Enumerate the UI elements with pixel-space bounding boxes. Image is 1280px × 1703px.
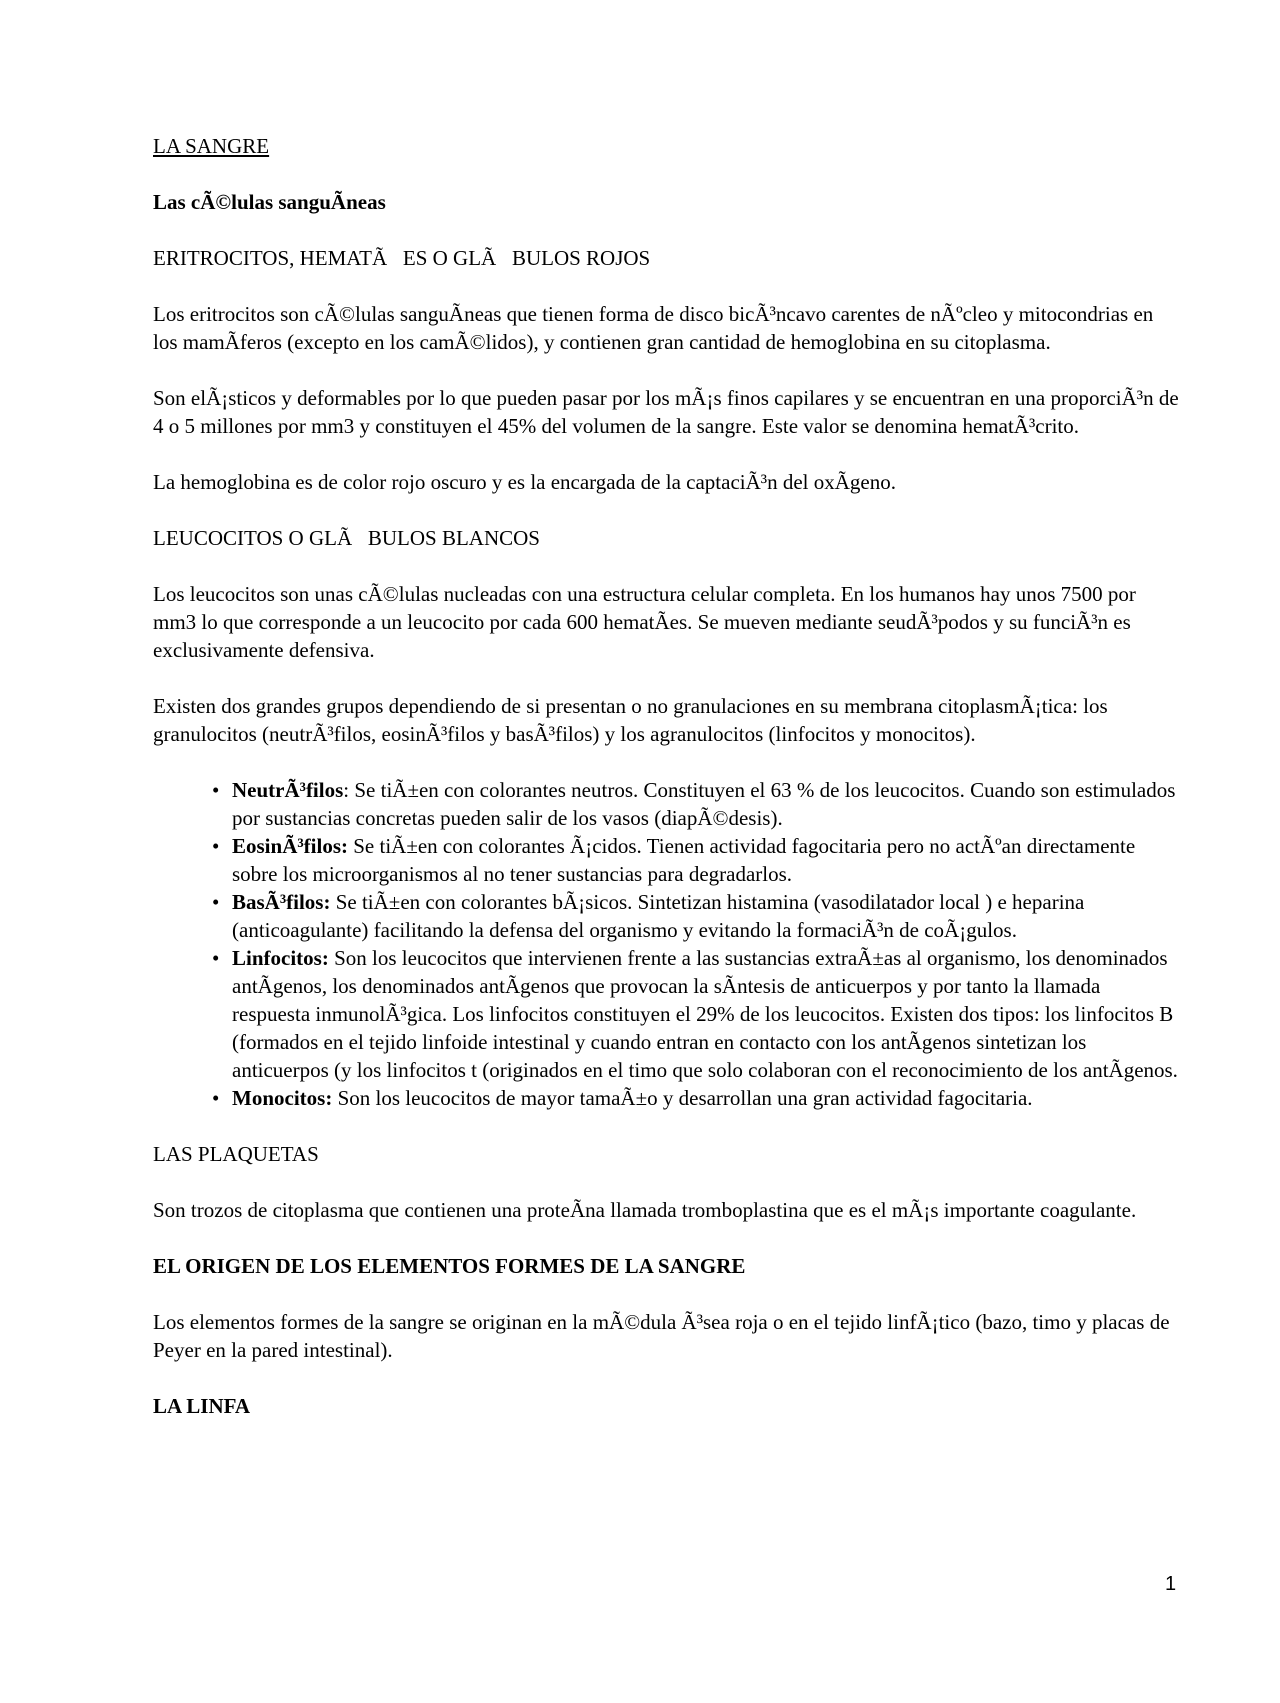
- list-item: [212, 832, 1183, 888]
- section-heading-leucocitos: LEUCOCITOS O GLÃ BULOS BLANCOS: [153, 526, 540, 550]
- paragraph-eritrocitos-3: La hemoglobina es de color rojo oscuro y es la encargada de la captaciÃ³n del oxÃgeno.: [153, 470, 896, 494]
- paragraph-eritrocitos-1: Los eritrocitos son cÃ©lulas sanguÃneas que tienen forma de disco bicÃ³ncavo carentes de nÃºcleo y mitocondrias en los mamÃferos (excepto en los camÃ©lidos), y contienen gran cantidad de hemoglobina en su citoplasma.: [153, 302, 1154, 354]
- list-item: [212, 776, 1183, 832]
- section-heading-linfa: LA LINFA: [153, 1394, 251, 1418]
- list-item: [212, 944, 1183, 1084]
- list-item-text: Son los leucocitos que intervienen frente a las sustancias extraÃ±as al organismo, los denominados antÃgenos, los denominados antÃgenos que provocan la sÃntesis de anticuerpos y por tanto la llamada respuesta inmunolÃ³gica. Los linfocitos constituyen el 29% de los leucocitos. Existen dos tipos: los linfocitos B (formados en el tejido linfoide intestinal y cuando entran en contacto con los antÃgenos sintetizan los anticuerpos (y los linfocitos t (originados en el timo que solo colaboran con el reconocimiento de los antÃgenos.: [232, 946, 1178, 1082]
- document-page: [153, 132, 1183, 1448]
- list-item-text: Se tiÃ±en con colorantes bÃ¡sicos. Sintetizan histamina (vasodilatador local ) e heparina (anticoagulante) facilitando la defensa del organismo y evitando la formaciÃ³n de coÃ¡gulos.: [232, 890, 1085, 942]
- list-item-term: BasÃ³filos:: [232, 890, 331, 914]
- list-item: [212, 1084, 1183, 1112]
- bullet-marker: •: [212, 946, 220, 970]
- document-subtitle: Las cÃ©lulas sanguÃneas: [153, 190, 386, 214]
- paragraph-eritrocitos-2: Son elÃ¡sticos y deformables por lo que pueden pasar por los mÃ¡s finos capilares y se encuentran en una proporciÃ³n de 4 o 5 millones por mm3 y constituyen el 45% del volumen de la sangre. Este valor se denomina hematÃ³crito.: [153, 386, 1179, 438]
- list-item-text: Se tiÃ±en con colorantes Ã¡cidos. Tienen actividad fagocitaria pero no actÃºan directamente sobre los microorganismos al no tener sustancias para degradarlos.: [232, 834, 1136, 886]
- bullet-marker: •: [212, 1086, 220, 1110]
- bullet-marker: •: [212, 778, 220, 802]
- paragraph-leucocitos-1: Los leucocitos son unas cÃ©lulas nucleadas con una estructura celular completa. En los humanos hay unos 7500 por mm3 lo que corresponde a un leucocito por cada 600 hematÃes. Se mueven mediante seudÃ³podos y su funciÃ³n es exclusivamente defensiva.: [153, 582, 1136, 662]
- section-heading-origen: EL ORIGEN DE LOS ELEMENTOS FORMES DE LA SANGRE: [153, 1254, 746, 1278]
- leucocyte-types-list: [153, 776, 1183, 1112]
- paragraph-plaquetas-1: Son trozos de citoplasma que contienen una proteÃna llamada tromboplastina que es el mÃ¡s importante coagulante.: [153, 1198, 1137, 1222]
- list-item-term: NeutrÃ³filos: [232, 778, 344, 802]
- paragraph-origen-1: Los elementos formes de la sangre se originan en la mÃ©dula Ã³sea roja o en el tejido linfÃ¡tico (bazo, timo y placas de Peyer en la pared intestinal).: [153, 1310, 1170, 1362]
- bullet-marker: •: [212, 890, 220, 914]
- document-title: LA SANGRE: [153, 134, 270, 158]
- section-heading-eritrocitos: ERITROCITOS, HEMATÃ ES O GLÃ BULOS ROJOS: [153, 246, 651, 270]
- page-number: 1: [1165, 1573, 1177, 1595]
- section-heading-plaquetas: LAS PLAQUETAS: [153, 1142, 319, 1166]
- list-item-term: Linfocitos:: [232, 946, 329, 970]
- paragraph-leucocitos-2: Existen dos grandes grupos dependiendo de si presentan o no granulaciones en su membrana citoplasmÃ¡tica: los granulocitos (neutrÃ³filos, eosinÃ³filos y basÃ³filos) y los agranulocitos (linfocitos y monocitos).: [153, 694, 1108, 746]
- list-item-text: Son los leucocitos de mayor tamaÃ±o y desarrollan una gran actividad fagocitaria.: [332, 1086, 1033, 1110]
- list-item: [212, 888, 1183, 944]
- list-item-term: EosinÃ³filos:: [232, 834, 348, 858]
- list-item-text: : Se tiÃ±en con colorantes neutros. Constituyen el 63 % de los leucocitos. Cuando son estimulados por sustancias concretas pueden salir de los vasos (diapÃ©desis).: [232, 778, 1176, 830]
- list-item-term: Monocitos:: [232, 1086, 333, 1110]
- bullet-marker: •: [212, 834, 220, 858]
